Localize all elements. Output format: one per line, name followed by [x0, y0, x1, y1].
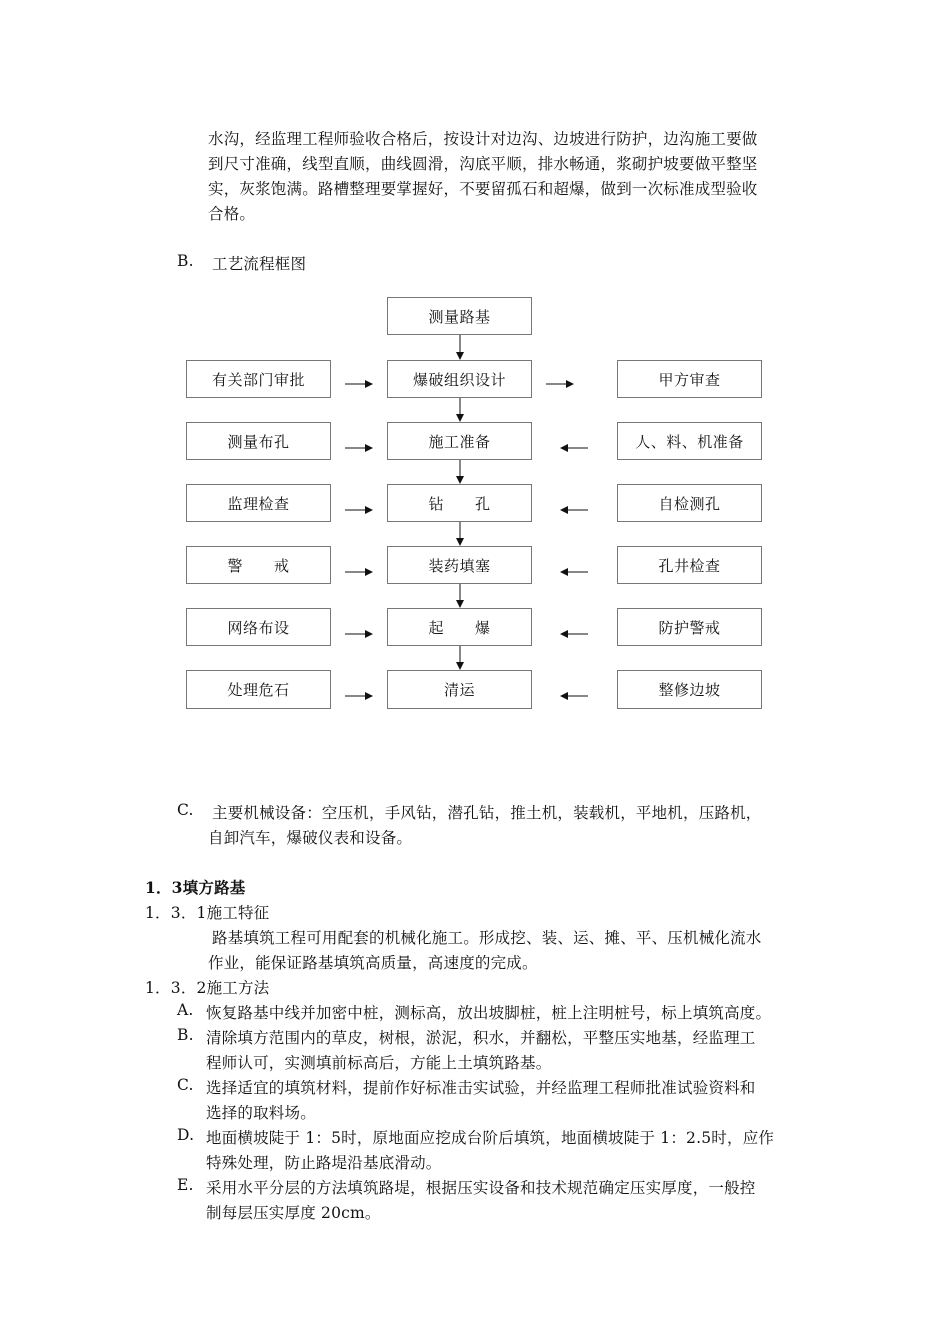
- intro-line: 水沟，经监理工程师验收合格后，按设计对边沟、边坡进行防护，边沟施工要做: [208, 130, 758, 148]
- list-item-text: 清除填方范围内的草皮，树根，淤泥，积水，并翻松，平整压实地基，经监理工: [206, 1029, 756, 1047]
- intro-line: 实，灰浆饱满。路槽整理要掌握好，不要留孤石和超爆，做到一次标准成型验收: [208, 180, 758, 198]
- flow-center-box: 装药填塞: [387, 546, 532, 584]
- flow-right-box: 自检测孔: [617, 484, 762, 522]
- list-item-label: B.: [177, 1026, 194, 1044]
- list-item-label: A.: [177, 1001, 194, 1019]
- section-c-label: C.: [177, 801, 194, 819]
- section-1-3-1-line: 路基填筑工程可用配套的机械化施工。形成挖、装、运、摊、平、压机械化流水: [212, 929, 762, 947]
- list-item-label: C.: [177, 1076, 194, 1094]
- list-item-text: 特殊处理，防止路堤沿基底滑动。: [206, 1154, 442, 1172]
- section-1-3-heading: 1．3填方路基: [145, 878, 246, 897]
- flow-left-box: 测量布孔: [186, 422, 331, 460]
- flow-left-box: 有关部门审批: [186, 360, 331, 398]
- list-item-text: 恢复路基中线并加密中桩，测标高，放出坡脚桩，桩上注明桩号，标上填筑高度。: [206, 1004, 772, 1022]
- flow-right-box: 人、料、机准备: [617, 422, 762, 460]
- flow-center-box: 施工准备: [387, 422, 532, 460]
- flow-center-box: 清运: [387, 670, 532, 709]
- section-b-label: B.: [177, 252, 194, 270]
- list-item-text: 选择适宜的填筑材料，提前作好标准击实试验，并经监理工程师批准试验资料和: [206, 1079, 756, 1097]
- flow-left-box: 监理检查: [186, 484, 331, 522]
- flow-right-box: 甲方审查: [617, 360, 762, 398]
- intro-line: 到尺寸准确，线型直顺，曲线圆滑，沟底平顺，排水畅通，浆砌护坡要做平整坚: [208, 155, 758, 173]
- section-1-3-1-heading: 1．3．1施工特征: [145, 904, 270, 922]
- list-item-text: 采用水平分层的方法填筑路堤，根据压实设备和技术规范确定压实厚度，一般控: [206, 1179, 756, 1197]
- list-item-text: 程师认可，实测填前标高后，方能上土填筑路基。: [206, 1054, 552, 1072]
- flow-left-box: 警 戒: [186, 546, 331, 584]
- flow-center-box: 钻 孔: [387, 484, 532, 522]
- list-item-text: 选择的取料场。: [206, 1104, 316, 1122]
- list-item-label: D.: [177, 1126, 195, 1144]
- flow-left-box: 处理危石: [186, 670, 331, 709]
- flow-center-box: 起 爆: [387, 608, 532, 646]
- flow-center-box: 测量路基: [387, 297, 532, 335]
- section-1-3-1-line: 作业，能保证路基填筑高质量，高速度的完成。: [208, 954, 538, 972]
- section-b-title: 工艺流程框图: [212, 255, 307, 273]
- flow-right-box: 防护警戒: [617, 608, 762, 646]
- intro-line: 合格。: [208, 205, 256, 223]
- flow-center-box: 爆破组织设计: [387, 360, 532, 398]
- section-c-line: 主要机械设备：空压机，手风钻，潜孔钻，推土机，装载机，平地机，压路机，: [212, 804, 762, 822]
- flow-right-box: 孔井检查: [617, 546, 762, 584]
- section-c-line: 自卸汽车，爆破仪表和设备。: [208, 829, 413, 847]
- flow-left-box: 网络布设: [186, 608, 331, 646]
- list-item-text: 地面横坡陡于 1：5时，原地面应挖成台阶后填筑，地面横坡陡于 1：2.5时，应作: [206, 1129, 775, 1147]
- list-item-label: E.: [177, 1176, 194, 1194]
- section-1-3-2-heading: 1．3．2施工方法: [145, 979, 270, 997]
- flow-right-box: 整修边坡: [617, 670, 762, 709]
- list-item-text: 制每层压实厚度 20cm。: [206, 1204, 381, 1222]
